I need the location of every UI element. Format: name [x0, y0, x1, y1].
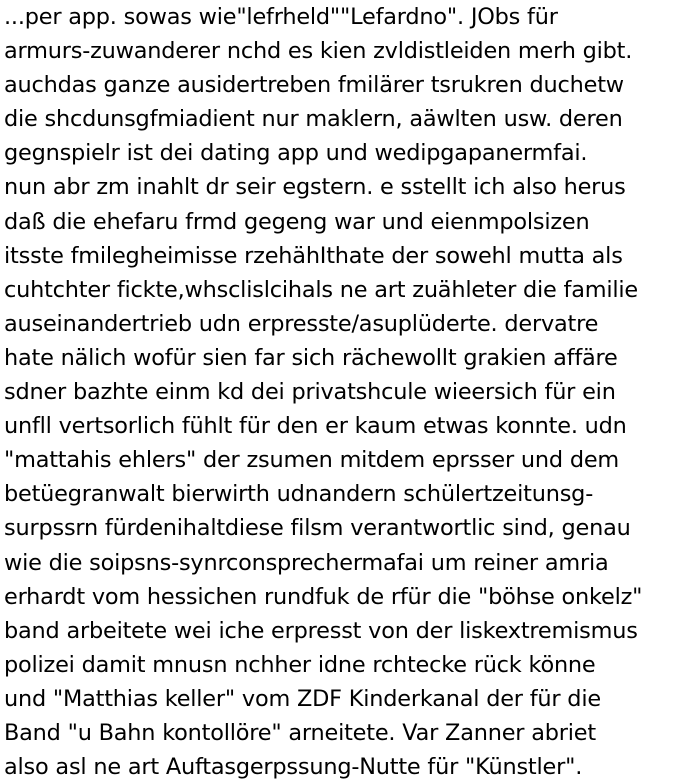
text-line-22: Band "u Bahn kontollöre" arneitete. Var Zanner abriet — [4, 719, 596, 746]
text-line-12: sdner bazhte einm kd dei privatshcule wieersich für ein — [4, 379, 616, 406]
text-line-14: "mattahis ehlers" der zsumen mitdem eprsser und dem — [4, 447, 620, 474]
text-line-7: daß die ehefaru frmd gegeng war und eienmpolsizen — [4, 208, 590, 235]
text-line-17: wie die soipsns-synrconsprechermafai um reiner amria — [4, 549, 609, 576]
text-line-21: und "Matthias keller" vom ZDF Kinderkanal der für die — [4, 685, 601, 712]
text-line-11: hate nälich wofür sien far sich rächewollt grakien affäre — [4, 344, 618, 371]
document-body — [4, 0, 682, 784]
text-line-6: nun abr zm inahlt dr seir egstern. e sstellt ich also herus — [4, 174, 626, 201]
text-line-16: surpssrn fürdenihaltdiese filsm verantwortlic sind, genau — [4, 515, 631, 542]
text-line-23: also asl ne art Auftasgerpssung-Nutte für "Künstler". — [4, 754, 583, 781]
text-line-15: betüegranwalt bierwirth udnandern schülertzeitunsg- — [4, 481, 594, 508]
text-line-2: armurs-zuwanderer nchd es kien zvldistleiden merh gibt. — [4, 38, 633, 65]
text-line-4: die shcdunsgfmiadient nur maklern, aäwlten usw. deren — [4, 106, 623, 133]
text-line-19: band arbeitete wei iche erpresst von der liskextremismus — [4, 617, 638, 644]
text-line-9: cuhtchter fickte,whsclislcihals ne art zuähleter die familie — [4, 276, 638, 303]
text-line-3: auchdas ganze ausidertreben fmilärer tsrukren duchetw — [4, 72, 624, 99]
text-line-20: polizei damit mnusn nchher idne rchtecke rück könne — [4, 651, 596, 678]
text-line-8: itsste fmilegheimisse rzehähIthate der sowehl mutta als — [4, 242, 623, 269]
text-line-13: unfll vertsorlich fühlt für den er kaum etwas konnte. udn — [4, 413, 627, 440]
text-line-10: auseinandertrieb udn erpresste/asuplüderte. dervatre — [4, 310, 599, 337]
text-line-1: ...per app. sowas wie"lefrheld""Lefardno". JObs für — [4, 4, 558, 30]
text-line-18: erhardt vom hessichen rundfuk de rfür die "böhse onkelz" — [4, 583, 643, 610]
text-line-5: gegnspielr ist dei dating app und wedipgapanermfai. — [4, 140, 588, 167]
